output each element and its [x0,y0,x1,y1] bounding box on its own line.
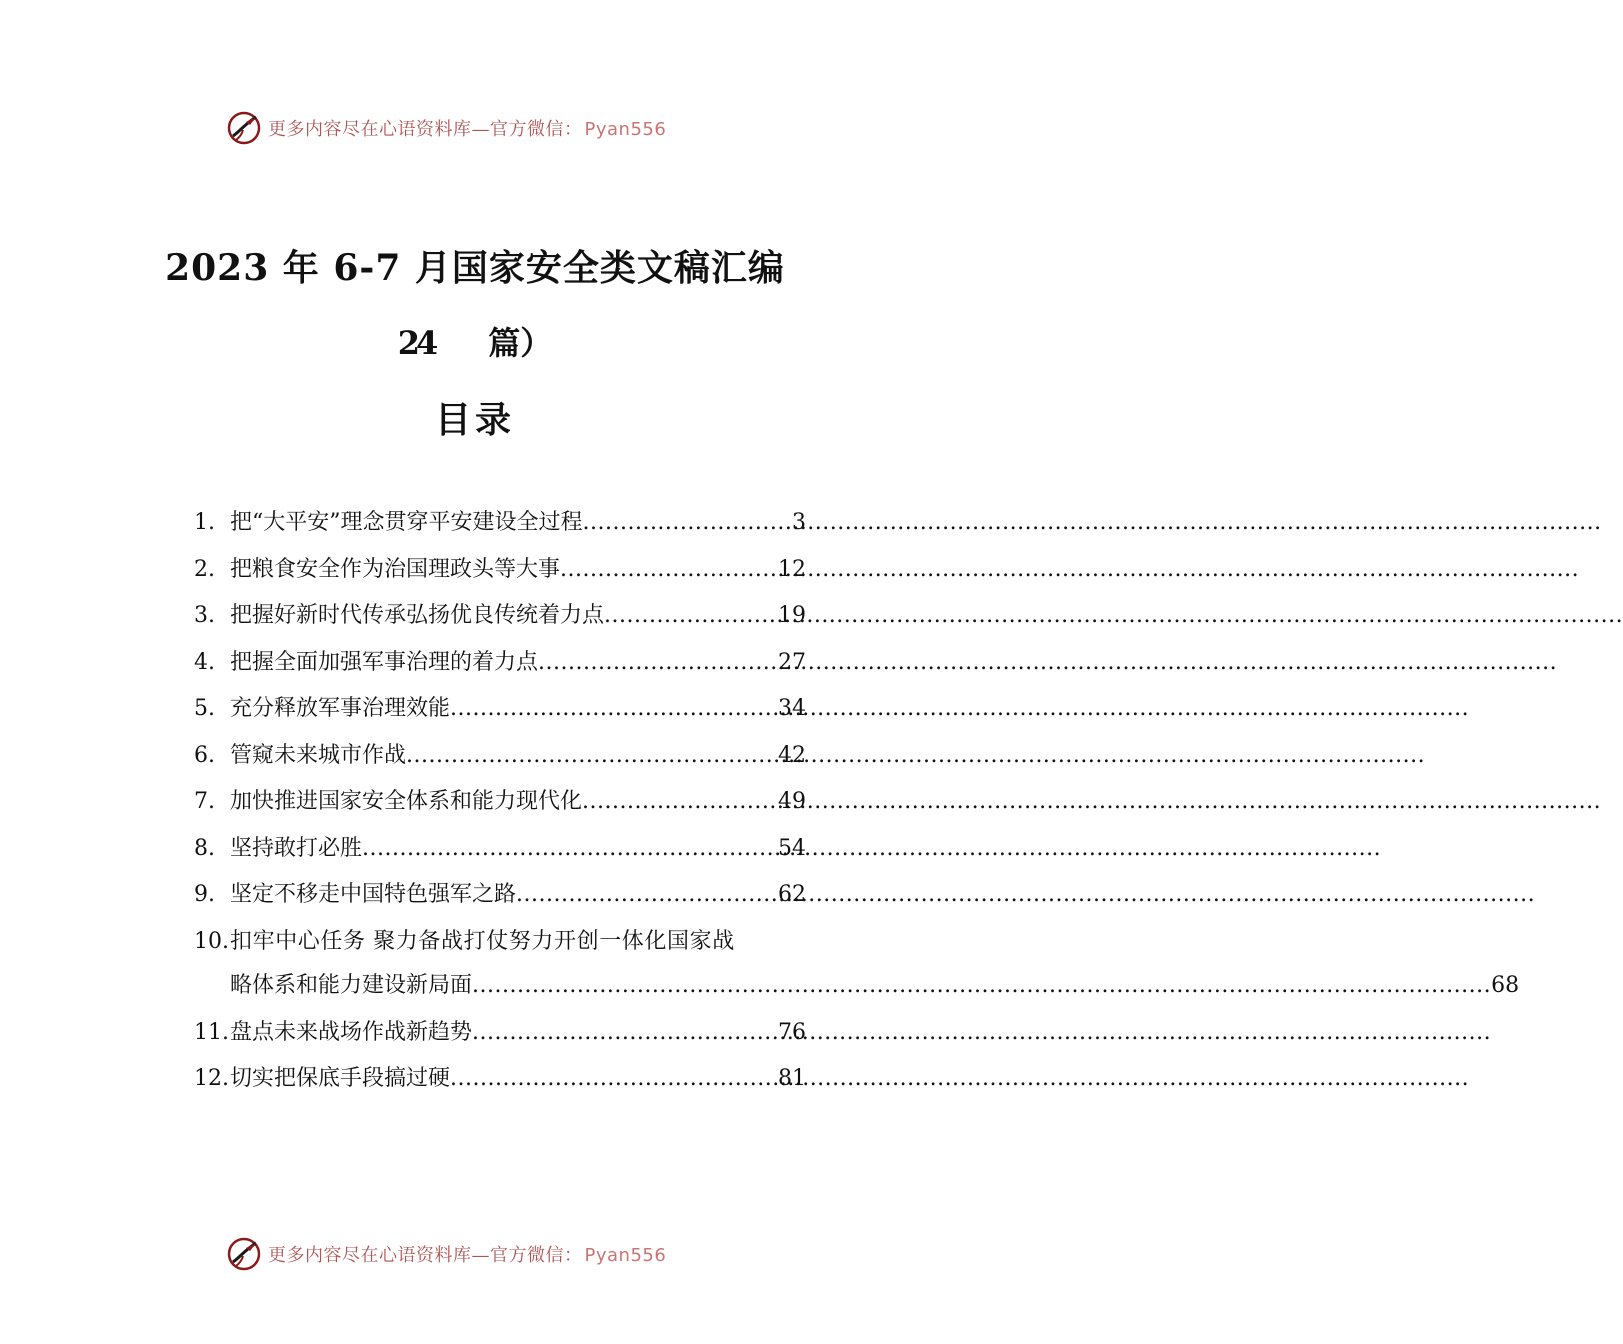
toc-entry-page: 54 [778,835,806,861]
toc-entry-title: 充分释放军事治理效能 [230,696,451,721]
toc-entry[interactable] [194,1010,806,1057]
toc-entry[interactable] [194,872,806,919]
toc-leader-dots [582,779,778,826]
toc-entry-title: 把握全面加强军事治理的着力点 [230,649,539,675]
toc-entry-page: 62 [778,882,806,907]
watermark-header [226,110,666,146]
toc-leader-dots [472,1010,778,1057]
toc-entry[interactable] [194,686,806,733]
toc-entry-number: 5. [194,696,215,721]
toc-entry[interactable] [194,826,806,873]
toc-entry[interactable] [194,593,806,640]
watermark-wechat-id: Pyan556 [584,119,667,140]
watermark-wechat-id: Pyan556 [584,1245,667,1266]
watermark-text: 更多内容尽在心语资料库—官方微信： Pyan556 [268,1245,667,1266]
document-subtitle [0,318,950,364]
toc-entry-number: 12. [194,1066,229,1091]
table-of-contents [194,500,1520,1103]
toc-leader-dots [450,686,778,733]
article-count-unit: 篇） [488,324,553,362]
toc-leader-dots [538,640,778,687]
toc-entry-title-line1: 扣牢中心任务 聚力备战打仗努力开创一体化国家战 [230,928,735,954]
toc-entry-number: 3. [194,603,215,628]
toc-entry-page: 49 [778,789,806,814]
toc-entry-number: 6. [194,742,215,768]
toc-leader-dots [560,547,778,594]
toc-entry[interactable] [194,1056,806,1103]
toc-leader-dots [450,1056,778,1103]
document-title: 2023 年 6-7 月国家安全类文稿汇编 [165,247,785,289]
toc-leader-dots [406,733,778,780]
toc-entry-title: 切实把保底手段搞过硬 [230,1066,451,1091]
toc-entry-page: 76 [778,1019,806,1045]
pen-logo-icon [226,110,262,146]
toc-entry-title: 把“大平安”理念贯穿平安建设全过程 [230,510,583,535]
toc-entry-title: 坚持敢打必胜 [230,835,363,861]
toc-entry-page: 19 [778,603,806,628]
watermark-footer [226,1236,666,1272]
toc-entry[interactable] [194,500,806,547]
toc-entry-title: 把粮食安全作为治国理政头等大事 [230,556,561,582]
toc-leader-dots [516,872,778,919]
toc-entry-page: 12 [778,556,806,582]
toc-leader-dots [583,500,793,547]
toc-entry-number: 7. [194,789,215,814]
toc-entry-number: 11. [194,1019,229,1045]
toc-entry-page: 81 [778,1066,806,1091]
toc-entry-number: 10. [194,928,229,954]
toc-entry-number: 1. [194,510,215,535]
toc-entry[interactable] [194,640,806,687]
toc-entry-title: 盘点未来战场作战新趋势 [230,1019,473,1045]
toc-entry[interactable] [194,779,806,826]
toc-entry-number: 9. [194,882,215,907]
toc-entry-page: 42 [778,742,806,768]
watermark-text: 更多内容尽在心语资料库—官方微信： Pyan556 [268,119,667,140]
toc-entry-title: 加快推进国家安全体系和能力现代化 [230,789,583,814]
toc-entry-title-line2: 略体系和能力建设新局面 [230,973,473,998]
toc-entry-title: 管窥未来城市作战 [230,742,407,768]
pen-logo-icon [226,1236,262,1272]
article-count: 24 [397,324,435,362]
toc-entry[interactable] [194,733,806,780]
toc-entry[interactable] [194,547,806,594]
toc-entry-number: 4. [194,649,215,675]
toc-heading: 目录 [434,399,515,441]
toc-entry-page: 68 [1491,973,1520,998]
toc-leader-dots [362,826,778,873]
toc-entry-number: 8. [194,835,215,861]
toc-entry-page: 3 [792,510,806,535]
toc-entry[interactable] [194,919,1520,1010]
toc-leader-dots [472,963,1491,1010]
toc-leader-dots [604,593,778,640]
toc-entry-title: 把握好新时代传承弘扬优良传统着力点 [230,603,605,628]
toc-entry-title: 坚定不移走中国特色强军之路 [230,882,517,907]
toc-entry-page: 34 [778,696,806,721]
toc-entry-number: 2. [194,556,215,582]
toc-entry-page: 27 [778,649,806,675]
